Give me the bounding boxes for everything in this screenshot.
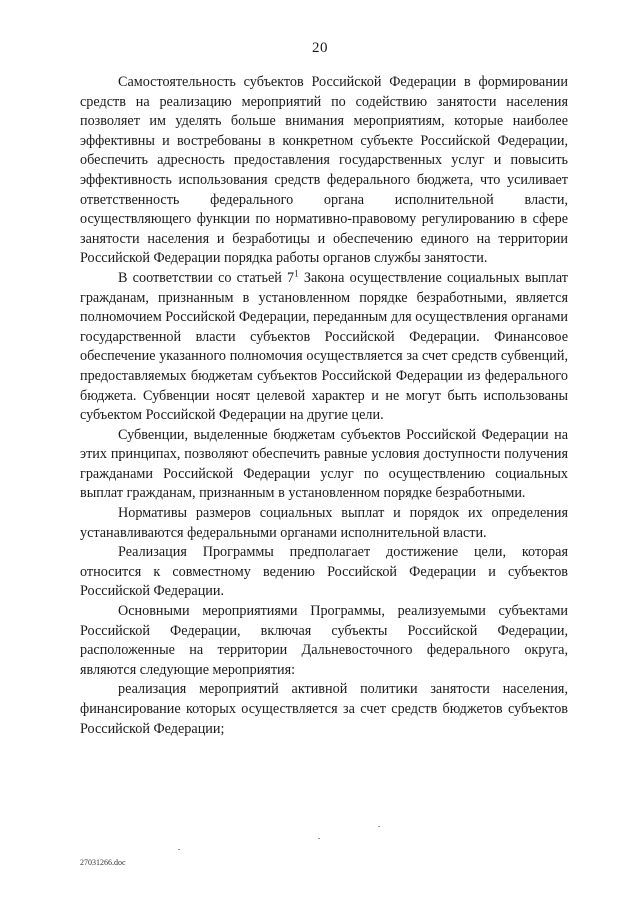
file-name-footer: 27031266.doc [80, 858, 126, 867]
paragraph-7: реализация мероприятий активной политики занятости населения, финансирование которых осуществляется за счет средств бюджетов субъектов Российской Федерации; [80, 681, 568, 737]
article-superscript: 1 [294, 268, 299, 279]
paragraph-2-text-start: В соответствии со статьей 7 [118, 269, 295, 286]
scan-artifact [178, 849, 180, 850]
paragraph-2-text-end: Закона осуществление социальных выплат гражданам, признанным в установленном порядке безработными, является полномочием Российской Федерации, переданным для осуществления органами государственной власти субъектов Российской Федерации. Финансовое обеспечение указанного полномочия осуществляется за счет средств субвенций, предоставляемых бюджетам субъектов Российской Федерации из федерального бюджета. Субвенции носят целевой характер и не могут быть использованы субъектом Российской Федерации на другие цели. [80, 269, 568, 424]
paragraph-2 [80, 269, 568, 426]
scan-artifact [378, 826, 380, 827]
paragraph-5: Реализация Программы предполагает достижение цели, которая относится к совместному ведению Российской Федерации и субъектов Российской Федерации. [80, 544, 568, 600]
paragraph-3: Субвенции, выделенные бюджетам субъектов Российской Федерации на этих принципах, позволяют обеспечить равные условия доступности получения гражданами Российской Федерации услуг по осуществлению социальных выплат гражданам, признанным в установленном порядке безработными. [80, 426, 568, 502]
paragraph-6: Основными мероприятиями Программы, реализуемыми субъектами Российской Федерации, включая субъекты Российской Федерации, расположенные на территории Дальневосточного федерального округа, являются следующие мероприятия: [80, 603, 568, 678]
page-number: 20 [312, 40, 328, 56]
document-body [80, 73, 568, 739]
scan-artifact [318, 838, 320, 839]
paragraph-4: Нормативы размеров социальных выплат и порядок их определения устанавливаются федеральными органами исполнительной власти. [80, 505, 568, 541]
paragraph-1: Самостоятельность субъектов Российской Федерации в формировании средств на реализацию мероприятий по содействию занятости населения позволяет им уделять больше внимания мероприятиям, которые наиболее эффективны и востребованы в конкретном субъекте Российской Федерации, обеспечить адресность предоставления государственных услуг и повысить эффективность использования средств федерального бюджета, что усиливает ответственность федерального органа исполнительной власти, осуществляющего функции по нормативно-правовому регулированию в сфере занятости населения и безработицы и обеспечению единого на территории Российской Федерации порядка работы органов службы занятости. [80, 74, 568, 267]
